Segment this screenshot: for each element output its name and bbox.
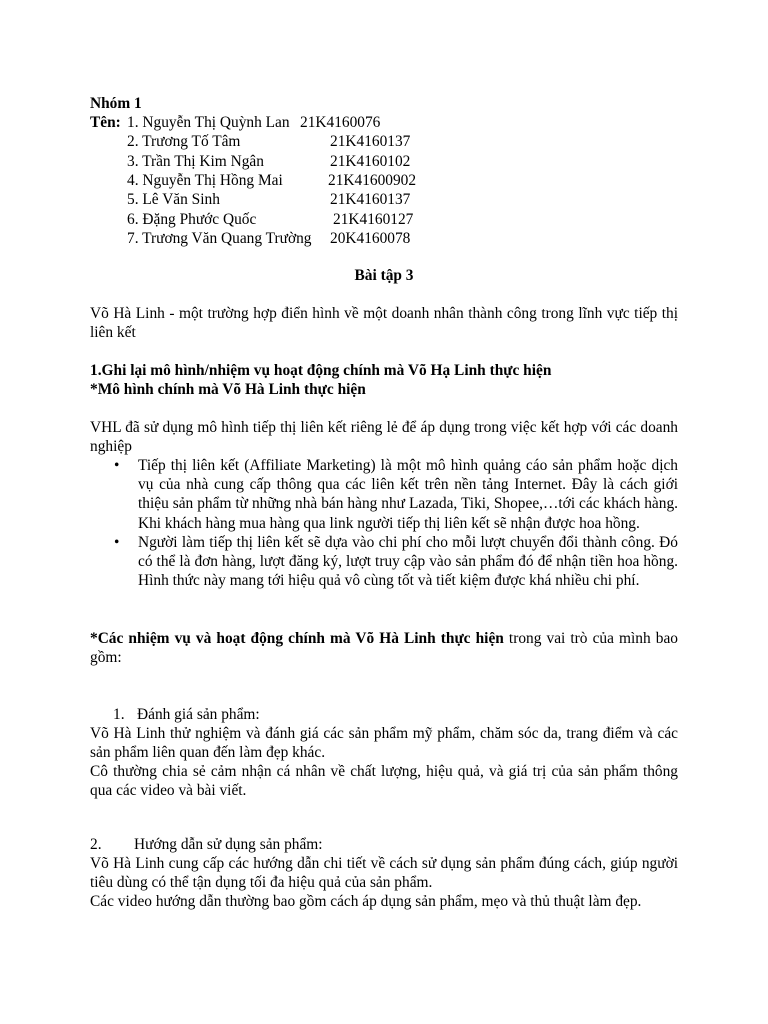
member-list [90, 113, 678, 253]
bullet-text: Người làm tiếp thị liên kết sẽ dựa vào chi phí cho mỗi lượt chuyển đổi thành công. Đó có thể là đơn hàng, lượt đăng ký, lượt truy cập vào sản phẩm đó để nhận tiền hoa hồng. Hình thức này mang tới hiệu quả vô cùng tốt và tiết kiệm được khá nhiều chi phí. [138, 533, 678, 590]
member-name: 6. Đặng Phước Quốc [127, 210, 257, 228]
names-label: Tên: [90, 114, 121, 131]
member-name: 4. Nguyễn Thị Hồng Mai [127, 171, 283, 189]
item-title: Đánh giá sản phẩm: [137, 706, 260, 723]
group-label: Nhóm 1 [90, 95, 142, 112]
bullet-item [114, 533, 678, 591]
member-id: 20K4160078 [330, 229, 411, 247]
bullet-icon: • [114, 533, 120, 551]
bullet-icon: • [114, 457, 120, 474]
member-name: 7. Trương Văn Quang Trường [127, 229, 312, 247]
member-name: 2. Trương Tố Tâm [127, 133, 241, 151]
tasks-heading: *Các nhiệm vụ và hoạt động chính mà Võ Hà Linh thực hiện [90, 630, 504, 647]
member-id: 21K4160102 [330, 152, 411, 170]
member-row [90, 229, 678, 248]
item-paragraph: Võ Hà Linh thử nghiệm và đánh giá các sản phẩm mỹ phẩm, chăm sóc da, trang điểm và các sản phẩm liên quan đến làm đẹp khác. [90, 725, 678, 762]
member-id: 21K4160076 [300, 114, 381, 131]
tasks-paragraph [90, 629, 678, 667]
item-number: 2. [90, 836, 102, 853]
numbered-item-title [90, 705, 678, 724]
member-row [90, 113, 678, 132]
item-paragraph: Các video hướng dẫn thường bao gồm cách áp dụng sản phẩm, mẹo và thủ thuật làm đẹp. [90, 893, 642, 910]
member-row [90, 210, 678, 229]
member-row [90, 190, 678, 209]
member-id: 21K41600902 [328, 171, 417, 189]
model-paragraph: VHL đã sử dụng mô hình tiếp thị liên kết riêng lẻ để áp dụng trong việc kết hợp với các doanh nghiệp [90, 419, 678, 456]
item-paragraph: Cô thường chia sẻ cảm nhận cá nhân về chất lượng, hiệu quả, và giá trị của sản phẩm thông qua các video và bài viết. [90, 763, 678, 800]
member-name: 5. Lê Văn Sinh [127, 191, 220, 209]
item-paragraph: Võ Hà Linh cung cấp các hướng dẫn chi tiết về cách sử dụng sản phẩm đúng cách, giúp người tiêu dùng có thể tận dụng tối đa hiệu quả của sản phẩm. [90, 855, 678, 892]
item-title: Hướng dẫn sử dụng sản phẩm: [134, 836, 323, 853]
member-id: 21K4160137 [330, 133, 411, 151]
member-id: 21K4160137 [330, 191, 411, 209]
bullet-item [114, 456, 678, 533]
section-heading: 1.Ghi lại mô hình/nhiệm vụ hoạt động chính mà Võ Hạ Linh thực hiện [90, 362, 552, 379]
member-row [90, 132, 678, 151]
numbered-item-title [90, 835, 678, 854]
tasks-text: trong vai trò của mình bao gồm: [90, 630, 678, 667]
member-name: 1. Nguyễn Thị Quỳnh Lan [127, 114, 290, 131]
bullet-list [90, 456, 678, 590]
item-number: 1. [113, 706, 125, 723]
member-id: 21K4160127 [333, 210, 414, 228]
bullet-text: Tiếp thị liên kết (Affiliate Marketing) là một mô hình quảng cáo sản phẩm hoặc dịch vụ của nhà cung cấp thông qua các liên kết trên nền tảng Internet. Đây là cách giới thiệu sản phẩm từ những nhà bán hàng như Lazada, Tiki, Shopee,…tới các khách hàng. Khi khách hàng mua hàng qua link người tiếp thị liên kết sẽ nhận được hoa hồng. [138, 457, 678, 532]
section-subheading: *Mô hình chính mà Võ Hà Linh thực hiện [90, 381, 366, 398]
member-name: 3. Trần Thị Kim Ngân [127, 152, 264, 170]
intro-paragraph: Võ Hà Linh - một trường hợp điển hình về một doanh nhân thành công trong lĩnh vực tiếp thị liên kết [90, 305, 678, 342]
assignment-title: Bài tập 3 [354, 267, 414, 284]
member-row [90, 171, 678, 190]
member-row [90, 152, 678, 171]
